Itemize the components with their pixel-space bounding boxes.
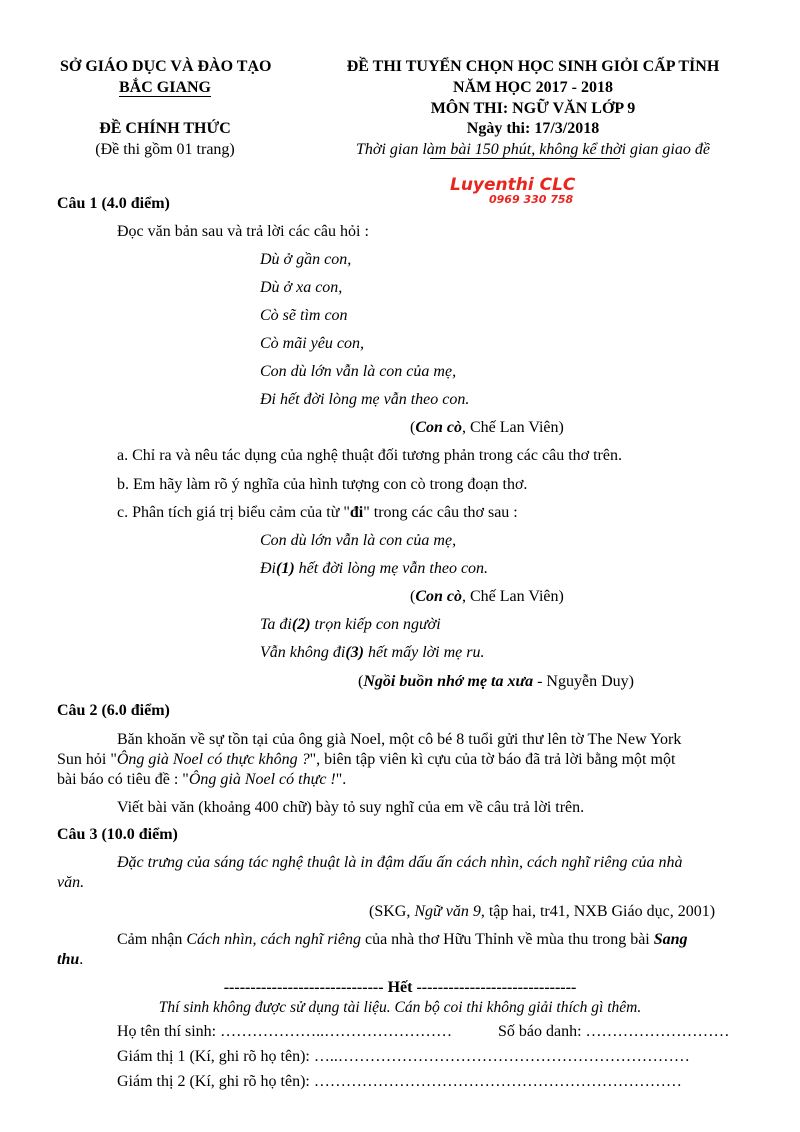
q2-paragraph-line: Sun hỏi "Ông già Noel có thực không ?", biên tập viên kì cựu của tờ báo đã trả lời bằng một một [57,751,676,768]
q1-intro: Đọc văn bản sau và trả lời các câu hỏi : [117,223,369,240]
q3-quote-line: Đặc trưng của sáng tác nghệ thuật là in đậm dấu ấn cách nhìn, cách nghĩ riêng của nhà [117,854,683,871]
excerpt-line: Vẫn không đi(3) hết mấy lời mẹ ru. [260,644,485,661]
poem-line: Dù ở xa con, [260,279,343,296]
excerpt-line: Ta đi(2) trọn kiếp con người [260,616,441,633]
q3-task-line: Cảm nhận Cách nhìn, cách nghĩ riêng của nhà thơ Hữu Thỉnh về mùa thu trong bài Sang [117,931,688,948]
q2-task: Viết bài văn (khoảng 400 chữ) bày tỏ suy nghĩ của em về câu trả lời trên. [117,799,585,816]
excerpt-line: Đi(1) hết đời lòng mẹ vẫn theo con. [260,560,489,577]
proctor-2-field: Giám thị 2 (Kí, ghi rõ họ tên): …………………………………………………………… [117,1073,682,1090]
official-label: ĐỀ CHÍNH THỨC [99,120,231,137]
q2-title: Câu 2 (6.0 điểm) [57,702,170,719]
subject: MÔN THI: NGỮ VĂN LỚP 9 [430,100,636,117]
excerpt-source: (Ngồi buồn nhớ mẹ ta xưa - Nguyễn Duy) [358,673,634,690]
header-left [60,56,270,98]
exam-note: Thí sinh không được sử dụng tài liệu. Cán bộ coi thi không giải thích gì thêm. [158,999,642,1016]
excerpt-line: Con dù lớn vẫn là con của mẹ, [260,532,457,549]
poem-line: Dù ở gần con, [260,251,352,268]
poem-line: Đi hết đời lòng mẹ vẫn theo con. [260,391,470,408]
candidate-number-field: Số báo danh: ……………………… [498,1023,730,1040]
end-marker: ------------------------------ Hết ------------------------------ [223,979,577,996]
q3-task-line: thu. [57,951,84,968]
poem-line: Cò mãi yêu con, [260,335,364,352]
province-name: BẮC GIANG [118,79,211,96]
school-year: NĂM HỌC 2017 - 2018 [453,79,613,96]
exam-title: ĐỀ THI TUYỂN CHỌN HỌC SINH GIỎI CẤP TỈNH [346,58,720,75]
watermark-logo: Luyenthi CLC [450,175,576,195]
header-divider [430,158,620,159]
q1-title: Câu 1 (4.0 điểm) [57,195,170,212]
poem-line: Con dù lớn vẫn là con của mẹ, [260,363,457,380]
q2-paragraph-line: bài báo có tiêu đề : "Ông già Noel có thực !". [57,771,347,788]
exam-date: Ngày thi: 17/3/2018 [466,120,600,137]
q3-title: Câu 3 (10.0 điểm) [57,826,178,843]
poem-line: Cò sẽ tìm con [260,307,348,324]
q3-quote-line: văn. [57,874,85,891]
q1-part-c: c. Phân tích giá trị biểu cảm của từ "đi" trong các câu thơ sau : [117,504,518,521]
q2-paragraph-line: Băn khoăn về sự tồn tại của ông già Noel, một cô bé 8 tuổi gửi thư lên tờ The New York [117,731,682,748]
q1-part-b: b. Em hãy làm rõ ý nghĩa của hình tượng con cò trong đoạn thơ. [117,476,528,493]
poem-source: (Con cò, Chế Lan Viên) [410,419,564,436]
candidate-name-field: Họ tên thí sinh: ………………..…………………… [117,1023,453,1040]
excerpt-source: (Con cò, Chế Lan Viên) [410,588,564,605]
dept-name: SỞ GIÁO DỤC VÀ ĐÀO TẠO [60,58,272,75]
q3-citation: (SKG, Ngữ văn 9, tập hai, tr41, NXB Giáo dục, 2001) [369,903,716,920]
page-count: (Đề thi gồm 01 trang) [95,141,235,158]
proctor-1-field: Giám thị 1 (Kí, ghi rõ họ tên): …..………………………………………………………… [117,1048,690,1065]
time-allowed: Thời gian làm bài 150 phút, không kể thời gian giao đề [356,141,710,158]
q1-part-a: a. Chỉ ra và nêu tác dụng của nghệ thuật đối tương phản trong các câu thơ trên. [117,447,622,464]
watermark-phone: 0969 330 758 [489,193,574,206]
